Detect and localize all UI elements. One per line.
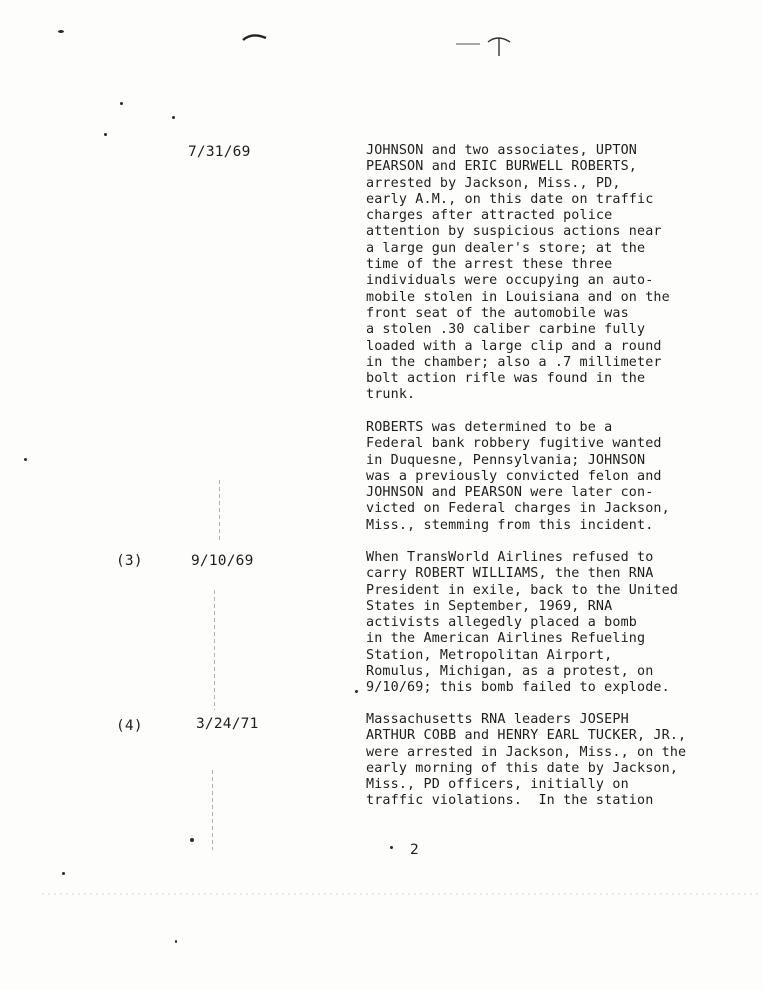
text-line: carry ROBERT WILLIAMS, the then RNA — [366, 566, 654, 582]
text-line: When TransWorld Airlines refused to — [366, 550, 654, 565]
scan-mark — [240, 30, 270, 44]
text-line: JOHNSON and two associates, UPTON — [366, 143, 637, 158]
scan-mark — [452, 30, 542, 60]
scan-speck — [355, 690, 358, 693]
entry-date: 9/10/69 — [191, 553, 254, 569]
scan-speck — [104, 133, 107, 136]
text-line: traffic violations. In the station — [366, 793, 654, 809]
text-line: Federal bank robbery fugitive wanted — [366, 436, 662, 452]
text-line: were arrested in Jackson, Miss., on the — [366, 744, 687, 760]
text-line: loaded with a large clip and a round — [366, 338, 662, 354]
text-line: in the American Airlines Refueling — [366, 631, 646, 647]
text-line: was a previously convicted felon and — [366, 468, 662, 484]
page-number: 2 — [410, 842, 419, 858]
text-line: individuals were occupying an auto- — [366, 273, 654, 289]
scan-line — [214, 590, 215, 710]
text-line: ARTHUR COBB and HENRY EARL TUCKER, JR., — [366, 728, 687, 744]
text-line: in the chamber; also a .7 millimeter — [366, 354, 662, 370]
text-line: Miss., stemming from this incident. — [366, 517, 654, 533]
entry-date: 3/24/71 — [196, 716, 259, 732]
scan-speck — [190, 838, 194, 842]
scan-speck — [120, 102, 123, 105]
text-line: trunk. — [366, 387, 416, 403]
scan-speck — [24, 458, 27, 461]
text-line: mobile stolen in Louisiana and on the — [366, 289, 670, 305]
text-line: early morning of this date by Jackson, — [366, 760, 679, 776]
text-line: Miss., PD officers, initially on — [366, 777, 629, 793]
text-line: 9/10/69; this bomb failed to explode. — [366, 680, 670, 696]
text-line: charges after attracted police — [366, 208, 613, 224]
entry-number: (4) — [116, 718, 143, 734]
scan-speck — [58, 30, 64, 33]
text-line: States in September, 1969, RNA — [366, 598, 613, 614]
scan-line — [219, 480, 220, 540]
entry-date: 7/31/69 — [188, 144, 251, 160]
scan-speck — [390, 846, 393, 849]
text-line: time of the arrest these three — [366, 257, 613, 273]
text-line: front seat of the automobile was — [366, 305, 629, 321]
scan-dotted-rule — [40, 893, 760, 895]
entry-paragraph — [366, 420, 726, 534]
text-line: arrested by Jackson, Miss., PD, — [366, 175, 621, 191]
entry-number: (3) — [116, 553, 143, 569]
text-line: attention by suspicious actions near — [366, 224, 662, 240]
text-line: early A.M., on this date on traffic — [366, 191, 654, 207]
scan-line — [212, 770, 213, 850]
text-line: Romulus, Michigan, as a protest, on — [366, 664, 654, 680]
text-line: in Duquesne, Pennsylvania; JOHNSON — [366, 452, 646, 468]
text-line: bolt action rifle was found in the — [366, 371, 646, 387]
text-line: Station, Metropolitan Airport, — [366, 647, 613, 663]
scan-speck — [175, 940, 177, 943]
text-line: a large gun dealer's store; at the — [366, 240, 646, 256]
scan-speck — [62, 872, 65, 875]
entry-paragraph — [366, 143, 726, 404]
text-line: ROBERTS was determined to be a — [366, 420, 613, 435]
scan-speck — [172, 116, 175, 119]
entry-paragraph — [366, 712, 726, 810]
text-line: victed on Federal charges in Jackson, — [366, 501, 670, 517]
text-line: President in exile, back to the United — [366, 582, 679, 598]
text-line: activists allegedly placed a bomb — [366, 615, 637, 631]
text-line: a stolen .30 caliber carbine fully — [366, 322, 646, 338]
entry-paragraph — [366, 550, 726, 697]
text-line: Massachusetts RNA leaders JOSEPH — [366, 712, 629, 727]
text-line: PEARSON and ERIC BURWELL ROBERTS, — [366, 159, 637, 175]
text-line: JOHNSON and PEARSON were later con- — [366, 485, 654, 501]
